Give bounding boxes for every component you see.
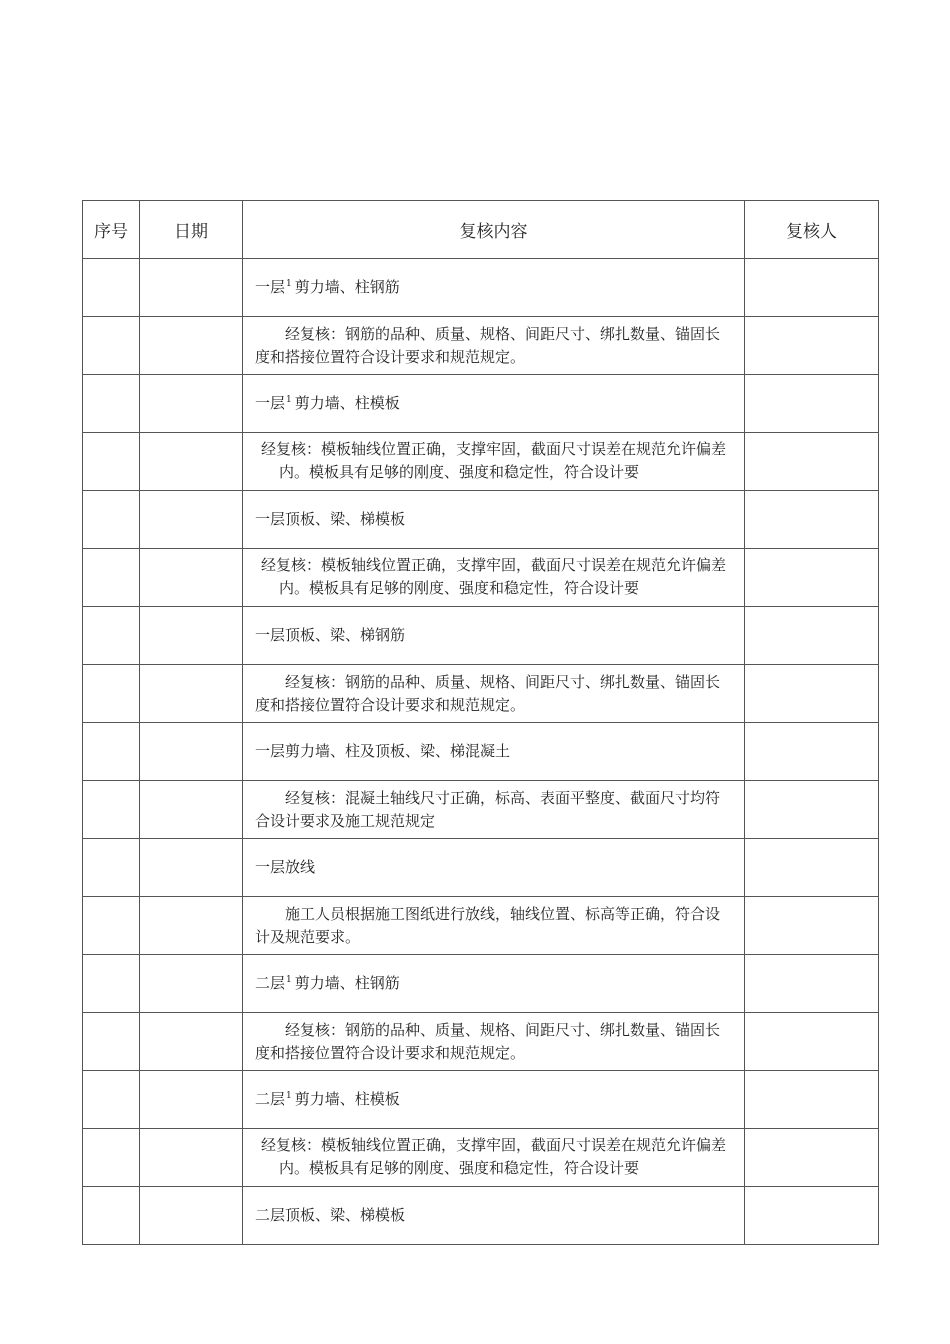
cell-content [243, 259, 745, 317]
item-description: 施工人员根据施工图纸进行放线，轴线位置、标高等正确，符合设计及规范要求。 [255, 904, 721, 946]
cell-date [140, 665, 243, 723]
item-description: 经复核：模板轴线位置正确，支撑牢固，截面尺寸误差在规范允许偏差内。模板具有足够的刚度、强度和稳定性，符合设计要 [261, 1135, 727, 1177]
cell-reviewer [745, 317, 879, 375]
item-description: 经复核：模板轴线位置正确，支撑牢固，截面尺寸误差在规范允许偏差内。模板具有足够的刚度、强度和稳定性，符合设计要 [261, 555, 727, 597]
cell-content [243, 723, 745, 781]
cell-reviewer [745, 259, 879, 317]
item-title-superscript: 1 [286, 1091, 292, 1101]
cell-reviewer [745, 1013, 879, 1071]
cell-reviewer [745, 839, 879, 897]
item-title-superscript: 1 [286, 279, 292, 289]
item-title [255, 856, 734, 879]
cell-reviewer [745, 665, 879, 723]
header-content: 复核内容 [243, 201, 745, 259]
cell-no [83, 1013, 140, 1071]
item-title-prefix: 一层顶板、梁、梯钢筋 [255, 626, 406, 644]
table-row [83, 259, 879, 317]
table-row [83, 897, 879, 955]
cell-content [243, 1129, 745, 1187]
item-title-prefix: 二层 [255, 974, 286, 992]
cell-content [243, 433, 745, 491]
cell-reviewer [745, 723, 879, 781]
item-description: 经复核：钢筋的品种、质量、规格、间距尺寸、绑扎数量、锚固长度和搭接位置符合设计要求和规范规定。 [255, 1020, 721, 1062]
item-title-text: 剪力墙、柱钢筋 [294, 974, 400, 992]
cell-date [140, 607, 243, 665]
cell-content [243, 491, 745, 549]
table-row [83, 607, 879, 665]
cell-date [140, 549, 243, 607]
cell-content [243, 1071, 745, 1129]
cell-reviewer [745, 491, 879, 549]
cell-date [140, 317, 243, 375]
cell-date [140, 491, 243, 549]
cell-content [243, 607, 745, 665]
cell-no [83, 317, 140, 375]
cell-date [140, 1013, 243, 1071]
table-row [83, 1187, 879, 1245]
cell-content [243, 897, 745, 955]
cell-reviewer [745, 1129, 879, 1187]
header-reviewer: 复核人 [745, 201, 879, 259]
cell-no [83, 607, 140, 665]
cell-date [140, 839, 243, 897]
cell-content [243, 839, 745, 897]
cell-no [83, 491, 140, 549]
cell-date [140, 259, 243, 317]
cell-reviewer [745, 375, 879, 433]
item-title-text: 剪力墙、柱模板 [294, 1090, 400, 1108]
table-row [83, 1071, 879, 1129]
table-row [83, 549, 879, 607]
table-row [83, 781, 879, 839]
item-title-prefix: 一层 [255, 394, 286, 412]
cell-no [83, 433, 140, 491]
table-row [83, 723, 879, 781]
table-row [83, 1129, 879, 1187]
item-title-superscript: 1 [286, 395, 292, 405]
cell-no [83, 1187, 140, 1245]
table-row [83, 491, 879, 549]
item-title-prefix: 二层顶板、梁、梯模板 [255, 1206, 406, 1224]
cell-date [140, 1071, 243, 1129]
cell-content [243, 1187, 745, 1245]
cell-no [83, 1129, 140, 1187]
cell-date [140, 897, 243, 955]
cell-content [243, 781, 745, 839]
table-row [83, 317, 879, 375]
item-title [255, 1088, 734, 1111]
cell-no [83, 955, 140, 1013]
item-title [255, 276, 734, 299]
item-description: 经复核：模板轴线位置正确，支撑牢固，截面尺寸误差在规范允许偏差内。模板具有足够的刚度、强度和稳定性，符合设计要 [261, 439, 727, 481]
item-title-prefix: 一层顶板、梁、梯模板 [255, 510, 406, 528]
item-title [255, 1204, 734, 1227]
cell-reviewer [745, 897, 879, 955]
cell-reviewer [745, 781, 879, 839]
cell-date [140, 723, 243, 781]
cell-date [140, 781, 243, 839]
item-title [255, 624, 734, 647]
table-row [83, 1013, 879, 1071]
cell-reviewer [745, 433, 879, 491]
item-title-text: 剪力墙、柱模板 [294, 394, 400, 412]
table-row [83, 839, 879, 897]
item-title-text: 剪力墙、柱钢筋 [294, 278, 400, 296]
cell-no [83, 1071, 140, 1129]
item-title [255, 740, 734, 763]
cell-reviewer [745, 549, 879, 607]
table-row [83, 375, 879, 433]
cell-reviewer [745, 955, 879, 1013]
cell-content [243, 317, 745, 375]
cell-date [140, 433, 243, 491]
review-table [82, 200, 879, 1245]
header-no: 序号 [83, 201, 140, 259]
cell-no [83, 781, 140, 839]
table-body [83, 259, 879, 1245]
cell-content [243, 1013, 745, 1071]
cell-content [243, 665, 745, 723]
item-title [255, 972, 734, 995]
cell-reviewer [745, 607, 879, 665]
cell-no [83, 549, 140, 607]
cell-date [140, 1187, 243, 1245]
item-description: 经复核：钢筋的品种、质量、规格、间距尺寸、绑扎数量、锚固长度和搭接位置符合设计要求和规范规定。 [255, 324, 721, 366]
cell-content [243, 955, 745, 1013]
item-title-prefix: 一层放线 [255, 858, 316, 876]
header-row [83, 201, 879, 259]
cell-content [243, 375, 745, 433]
item-description: 经复核：混凝土轴线尺寸正确，标高、表面平整度、截面尺寸均符合设计要求及施工规范规定 [255, 788, 721, 830]
table-row [83, 955, 879, 1013]
item-title [255, 392, 734, 415]
cell-no [83, 897, 140, 955]
item-title [255, 508, 734, 531]
item-title-prefix: 一层剪力墙、柱及顶板、梁、梯混凝土 [255, 742, 511, 760]
cell-date [140, 1129, 243, 1187]
cell-date [140, 375, 243, 433]
cell-no [83, 839, 140, 897]
cell-no [83, 259, 140, 317]
header-date: 日期 [140, 201, 243, 259]
cell-no [83, 723, 140, 781]
table-row [83, 665, 879, 723]
cell-no [83, 665, 140, 723]
item-title-superscript: 1 [286, 975, 292, 985]
item-title-prefix: 一层 [255, 278, 286, 296]
item-description: 经复核：钢筋的品种、质量、规格、间距尺寸、绑扎数量、锚固长度和搭接位置符合设计要求和规范规定。 [255, 672, 721, 714]
cell-reviewer [745, 1071, 879, 1129]
cell-date [140, 955, 243, 1013]
cell-no [83, 375, 140, 433]
item-title-prefix: 二层 [255, 1090, 286, 1108]
cell-content [243, 549, 745, 607]
cell-reviewer [745, 1187, 879, 1245]
table-row [83, 433, 879, 491]
